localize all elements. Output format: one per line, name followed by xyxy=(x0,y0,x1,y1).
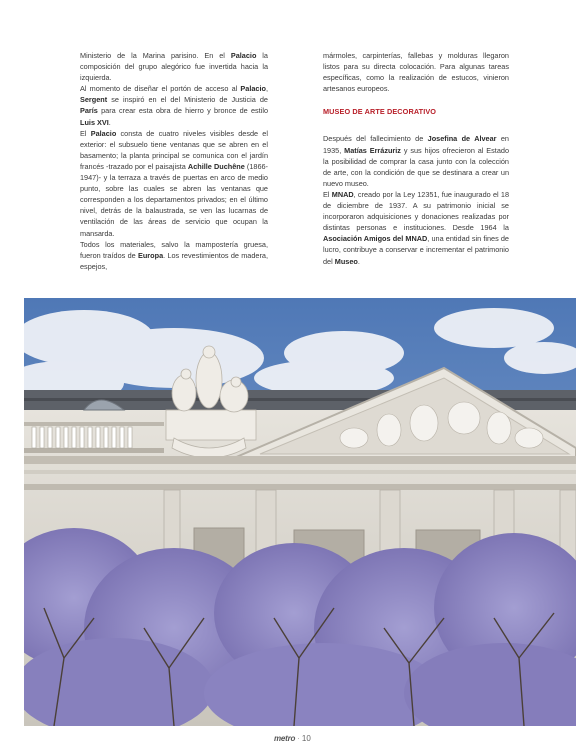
paragraph xyxy=(80,83,268,127)
text: Al momento de diseñar el portón de acceso al xyxy=(80,84,241,94)
bold-text: Palacio xyxy=(240,84,266,94)
paragraph xyxy=(80,128,268,239)
text: El xyxy=(323,189,332,199)
text: se inspiró en el del Ministerio de Justicia de xyxy=(107,95,268,105)
text: . xyxy=(108,117,111,127)
jacaranda-trees xyxy=(24,528,576,726)
text: y sus hijos ofrecieron al Estado la posibilidad de comprar la casa junto con la colección de arte, con la condición de que se destinara a crear un nuevo museo. xyxy=(323,145,509,188)
text: , una entidad sin fines de lucro, contribuye a conservar e incrementar el patrimonio del xyxy=(323,234,509,266)
text: Después del fallecimiento de xyxy=(323,134,428,144)
bold-text: Matías Errázuriz xyxy=(344,145,401,155)
bold-text: Achille Duchêne xyxy=(187,161,245,171)
text: consta de cuatro niveles visibles desde el exterior: el subsuelo tiene ventanas que se abren en el basamento; la planta principal se comunica con el jardín francés -trazado por el paisajista xyxy=(80,128,268,171)
text: , xyxy=(265,84,268,94)
bold-text: París xyxy=(80,106,98,116)
paragraph xyxy=(80,239,268,272)
paragraph xyxy=(80,50,268,83)
bold-text: Josefina de Alvear xyxy=(427,134,497,144)
text: . Los revestimientos de madera, espejos, xyxy=(80,250,268,271)
page-footer xyxy=(274,734,311,743)
paragraph xyxy=(323,189,509,267)
text: la composición del grupo alegórico fue invertida hacia la izquierda. xyxy=(80,51,268,83)
text: Ministerio de la Marina parisino. En el xyxy=(80,51,231,60)
palace-facade-photo xyxy=(24,298,576,726)
bold-text: Sergent xyxy=(80,95,108,105)
paragraph: mármoles, carpinterías, fallebas y molduras llegaron listos para su directa colocación. Para algunas tareas específicas, como la realización de estucos, vinieron artesanos europeos. xyxy=(323,51,509,94)
text: El xyxy=(80,128,91,138)
separator: · xyxy=(297,734,300,743)
text-column-right xyxy=(323,50,509,267)
section-title: MUSEO DE ARTE DECORATIVO xyxy=(323,107,437,117)
bold-text: Palacio xyxy=(230,51,257,60)
bold-text: Asociación Amigos del MNAD xyxy=(323,234,428,244)
page-number: 10 xyxy=(301,734,311,743)
bold-text: Europa xyxy=(137,250,164,260)
text: Todos los materiales, salvo la mampostería gruesa, fueron traídos de xyxy=(80,239,268,260)
bold-text: Palacio xyxy=(90,128,117,138)
magazine-brand: metro xyxy=(274,734,296,743)
text: (1866-1947)- y la terraza a través de puertas en arco de medio punto, sobre las cuales se abren las ventanas que corresponden a los departamentos privados; en el último nivel, detrás de la balaustrada, se ven las lucarnas de ventilación de las áreas de servicio que ocupan la mansarda. xyxy=(80,161,268,238)
text: para crear esta obra de hierro y bronce de estilo xyxy=(97,106,268,116)
bold-text: Luis XVI xyxy=(80,117,109,127)
bold-text: MNAD xyxy=(331,189,354,199)
text: . xyxy=(357,256,360,266)
text-column-left xyxy=(80,50,268,272)
paragraph xyxy=(323,133,509,188)
text: en 1935, xyxy=(323,134,509,155)
text: , creado por la Ley 12351, fue inaugurado el 18 de diciembre de 1937. A su patrimonio inicial se incorporaron adquisiciones y donaciones realizadas por distintas personas e instituciones. Desde 1964 la xyxy=(323,189,510,233)
bold-text: Museo xyxy=(334,256,358,266)
